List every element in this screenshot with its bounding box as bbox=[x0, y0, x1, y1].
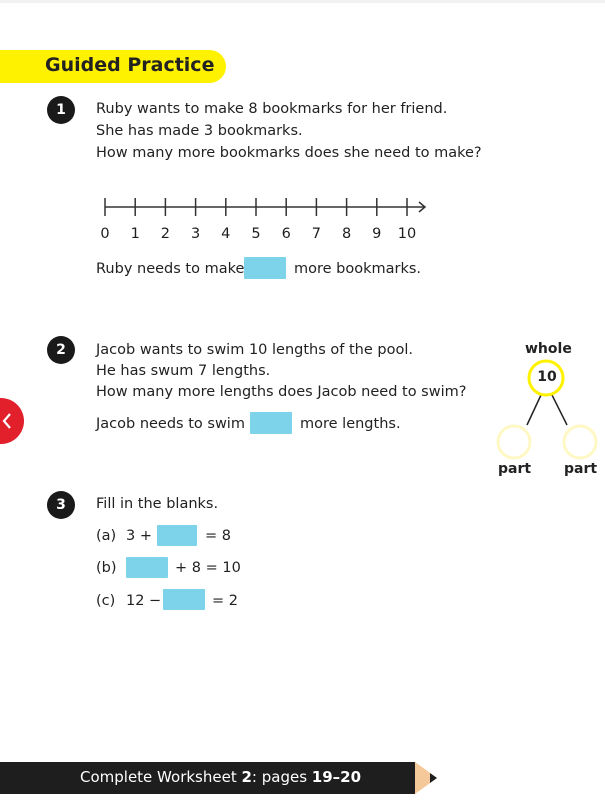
question-2-answer-suffix: more lengths. bbox=[300, 416, 401, 432]
item-b-label: (b) bbox=[96, 560, 117, 576]
whole-value: 10 bbox=[537, 369, 557, 385]
part-label-left: part bbox=[498, 461, 532, 477]
item-c-before: 12 − bbox=[126, 593, 162, 609]
number-line-label: 2 bbox=[160, 226, 171, 242]
question-2-line-1: Jacob wants to swim 10 lengths of the pool. bbox=[96, 342, 413, 358]
chevron-left-icon bbox=[2, 412, 12, 430]
item-a-answer-box[interactable] bbox=[157, 525, 197, 546]
footer-pages: 19–20 bbox=[311, 768, 362, 786]
footer-prefix: Complete Worksheet bbox=[80, 768, 242, 786]
footer-middle: : pages bbox=[251, 768, 312, 786]
number-line-label: 1 bbox=[130, 226, 140, 242]
number-line-label: 10 bbox=[397, 226, 417, 242]
number-line-label: 7 bbox=[311, 226, 322, 242]
question-1-answer-suffix: more bookmarks. bbox=[294, 261, 422, 277]
bottom-margin bbox=[0, 798, 605, 807]
question-1-line-2: She has made 3 bookmarks. bbox=[96, 123, 303, 139]
pencil-point bbox=[430, 773, 437, 783]
footer-worksheet-number: 2 bbox=[241, 768, 252, 786]
item-c-answer-box[interactable] bbox=[163, 589, 205, 610]
footer-text bbox=[80, 768, 361, 786]
item-c-label: (c) bbox=[96, 593, 116, 609]
top-divider bbox=[0, 0, 605, 3]
question-1-number: 1 bbox=[47, 96, 75, 124]
question-2-line-3: How many more lengths does Jacob need to swim? bbox=[96, 384, 467, 400]
number-line-label: 9 bbox=[372, 226, 382, 242]
number-line-label: 3 bbox=[190, 226, 201, 242]
part-whole-diagram bbox=[490, 330, 605, 465]
item-b-answer-box[interactable] bbox=[126, 557, 168, 578]
item-a-label: (a) bbox=[96, 528, 117, 544]
item-c-after: = 2 bbox=[212, 593, 238, 609]
question-3-instruction: Fill in the blanks. bbox=[96, 496, 219, 512]
side-tab[interactable] bbox=[0, 398, 24, 444]
number-line bbox=[95, 192, 435, 222]
number-line-label: 0 bbox=[100, 226, 110, 242]
question-1-answer-prefix: Ruby needs to make bbox=[96, 261, 245, 277]
number-line-label: 6 bbox=[281, 226, 291, 242]
part-circle-right bbox=[564, 426, 596, 458]
number-line-label: 5 bbox=[251, 226, 261, 242]
item-a-before: 3 + bbox=[126, 528, 152, 544]
question-2-answer-box[interactable] bbox=[250, 412, 292, 434]
item-a-after: = 8 bbox=[205, 528, 231, 544]
question-1-answer-box[interactable] bbox=[244, 257, 286, 279]
number-line-label: 4 bbox=[221, 226, 231, 242]
whole-label: whole bbox=[525, 341, 572, 357]
question-1-line-1: Ruby wants to make 8 bookmarks for her friend. bbox=[96, 101, 448, 117]
part-circle-left bbox=[498, 426, 530, 458]
number-line-label: 8 bbox=[341, 226, 352, 242]
section-title: Guided Practice bbox=[45, 54, 215, 76]
question-2-number: 2 bbox=[47, 336, 75, 364]
question-3-number: 3 bbox=[47, 491, 75, 519]
question-2-line-2: He has swum 7 lengths. bbox=[96, 363, 271, 379]
question-1-line-3: How many more bookmarks does she need to make? bbox=[96, 145, 482, 161]
part-label-right: part bbox=[564, 461, 598, 477]
item-b-after: + 8 = 10 bbox=[175, 560, 241, 576]
question-2-answer-prefix: Jacob needs to swim bbox=[96, 416, 245, 432]
